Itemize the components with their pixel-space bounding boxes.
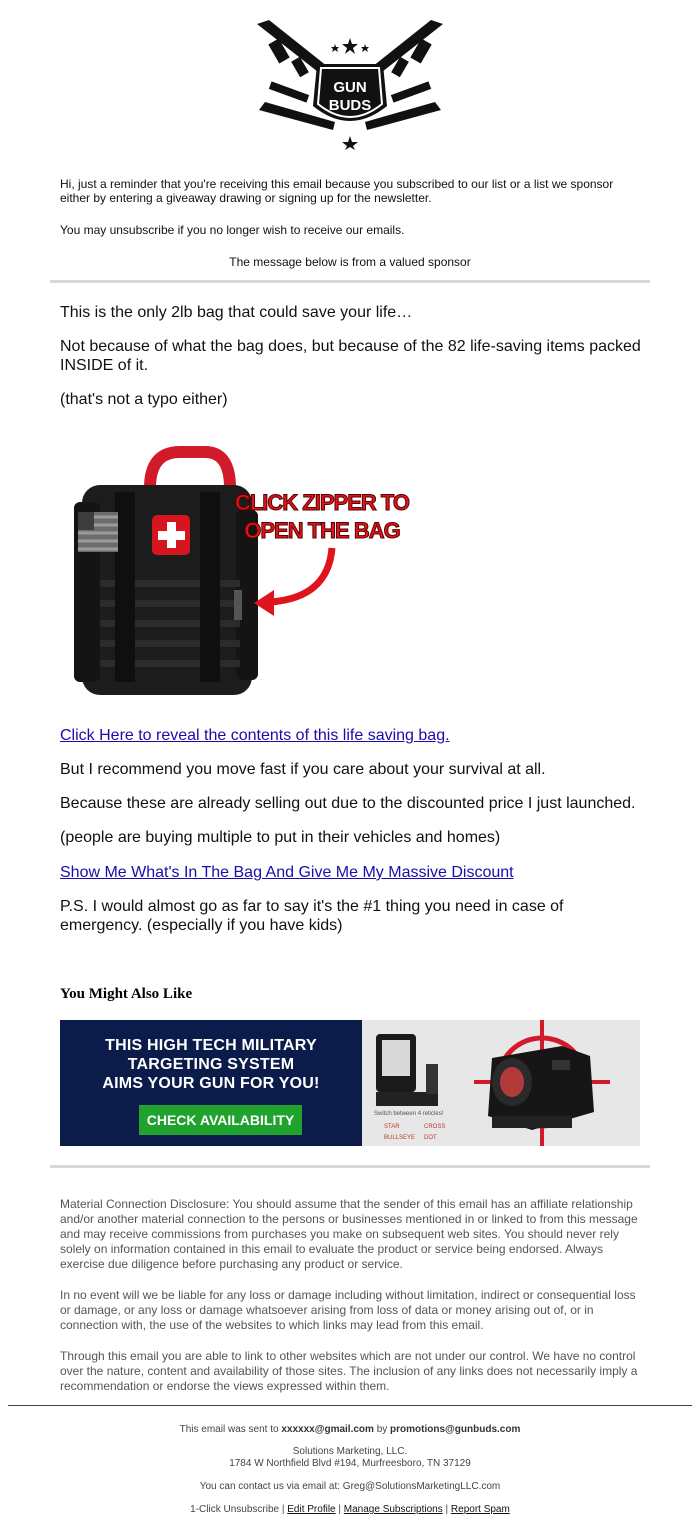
message-paragraph-4: But I recommend you move fast if you care about your survival at all. — [60, 761, 546, 778]
message-paragraph-5: Because these are already selling out due to the discounted price I just launched. — [60, 795, 636, 812]
material-connection-disclosure: Material Connection Disclosure: You should assume that the sender of this email has an affiliate relationship and/or another material connection to the persons or businesses mentioned in or linked to from this message and may receive commissions from purchases you make on subsequent web sites. You should never rely solely on information contained in this email to evaluate the product or service being endorsed. Always exercise due diligence before purchasing any product or service. — [60, 1197, 638, 1271]
check-availability-button[interactable]: CHECK AVAILABILITY — [139, 1105, 302, 1135]
sent-prefix: This email was sent to — [179, 1424, 279, 1435]
flag-patch-icon — [78, 512, 118, 552]
external-links-disclaimer: Through this email you are able to link to other websites which are not under our control. We have no control over the nature, content and availability of those sites. The inclusion of any links does not necessarily imply a recommendation or endorse the views expressed within them. — [60, 1349, 638, 1393]
company-name: Solutions Marketing, LLC. — [292, 1446, 408, 1457]
contact-line — [0, 1481, 700, 1493]
separator: | — [338, 1504, 341, 1515]
banner-line-2: TARGETING SYSTEM — [127, 1056, 295, 1073]
logo-text-gun: GUN — [333, 79, 367, 96]
discount-link[interactable]: Show Me What's In The Bag And Give Me My Massive Discount — [60, 864, 514, 881]
banner-left-panel — [60, 1020, 362, 1146]
subscription-reminder: Hi, just a reminder that you're receiving this email because you subscribed to our list or a list we sponsor either by entering a giveaway drawing or signing up for the newsletter. — [60, 177, 614, 205]
ps-paragraph: P.S. I would almost go as far to say it's the #1 thing you need in case of emergency. (especially if you have kids) — [60, 898, 564, 934]
message-paragraph-1: This is the only 2lb bag that could save your life… — [60, 304, 413, 321]
link2-wrapper — [60, 863, 650, 882]
targeting-system-banner[interactable] — [60, 1020, 640, 1146]
reveal-contents-link[interactable]: Click Here to reveal the contents of this life saving bag. — [60, 727, 450, 744]
callout-line-2: OPEN THE BAG — [244, 518, 400, 543]
red-arrow-icon — [254, 548, 332, 616]
reticle-dot: DOT — [424, 1135, 437, 1141]
recipient-email: xxxxxx@gmail.com — [281, 1424, 374, 1435]
red-dot-sight-image — [362, 1020, 640, 1146]
company-address: 1784 W Northfield Blvd #194, Murfreesboro, TN 37129 — [229, 1458, 471, 1469]
divider — [50, 280, 650, 283]
message-paragraph-6: (people are buying multiple to put in their vehicles and homes) — [60, 829, 501, 846]
contact-email: Greg@SolutionsMarketingLLC.com — [342, 1481, 501, 1492]
message-paragraph-3: (that's not a typo either) — [60, 391, 228, 408]
sponsor-note: The message below is from a valued sponsor — [229, 255, 471, 269]
logo-text-buds: BUDS — [328, 97, 372, 114]
footer-divider — [8, 1405, 692, 1406]
medical-cross-icon — [152, 515, 190, 555]
also-like-heading: You Might Also Like — [60, 986, 193, 1002]
one-click-unsubscribe[interactable]: 1-Click Unsubscribe — [190, 1504, 280, 1515]
banner-line-1: THIS HIGH TECH MILITARY — [105, 1037, 317, 1054]
reticle-cross: CROSS — [424, 1124, 446, 1130]
tactical-bag-image[interactable] — [60, 440, 410, 715]
callout-line-1: CLICK ZIPPER TO — [234, 490, 410, 515]
large-sight-icon — [488, 1046, 594, 1130]
gunbuds-logo — [255, 18, 445, 150]
banner-headline — [60, 1036, 362, 1093]
sent-to-line — [0, 1424, 700, 1436]
manage-subscriptions-link[interactable]: Manage Subscriptions — [343, 1504, 443, 1515]
switch-caption: Switch between 4 reticles! — [374, 1111, 444, 1117]
separator: | — [445, 1504, 449, 1515]
reticle-bullseye: BULLSEYE — [384, 1135, 416, 1141]
reticle-star: STAR — [384, 1124, 400, 1130]
banner-line-3: AIMS YOUR GUN FOR YOU! — [102, 1075, 320, 1092]
message-paragraph-2: Not because of what the bag does, but because of the 82 life-saving items packed INSIDE of it. — [60, 338, 641, 374]
sender-email: promotions@gunbuds.com — [390, 1424, 521, 1435]
footer-actions — [0, 1504, 700, 1516]
banner-right-panel — [362, 1020, 640, 1146]
liability-disclaimer: In no event will we be liable for any loss or damage including without limitation, indirect or consequential loss or damage, or any loss or damage whatsoever arising from loss of data or money arising out of, or in connection with, the use of the websites to which links may lead from this email. — [60, 1288, 636, 1332]
separator: | — [281, 1504, 285, 1515]
contact-prefix: You can contact us via email at: — [199, 1481, 341, 1492]
unsubscribe-note: You may unsubscribe if you no longer wish to receive our emails. — [60, 223, 405, 237]
divider — [50, 1165, 650, 1168]
report-spam-link[interactable]: Report Spam — [450, 1504, 510, 1515]
by-word: by — [376, 1424, 388, 1435]
small-sight-icon — [376, 1034, 438, 1106]
edit-profile-link[interactable]: Edit Profile — [287, 1504, 336, 1515]
link1-wrapper — [60, 726, 650, 745]
